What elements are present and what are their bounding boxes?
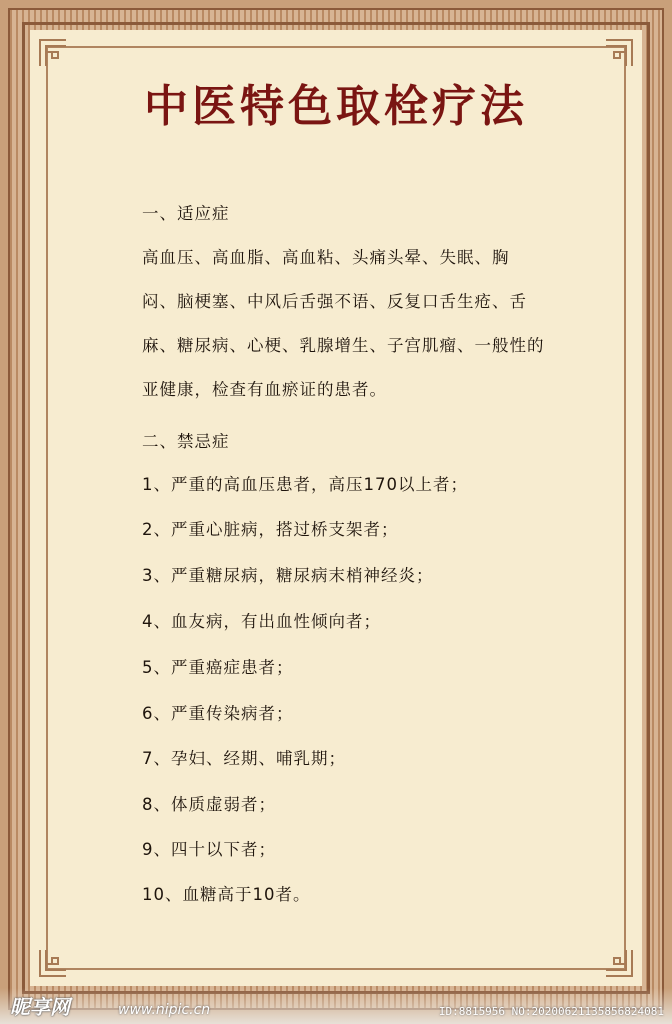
watermark-bar xyxy=(0,988,672,1024)
page-title: 中医特色取栓疗法 xyxy=(144,81,528,132)
contraindication-item: 7、孕妇、经期、哺乳期； xyxy=(142,749,346,768)
watermark-url: www.nipic.cn xyxy=(118,1002,211,1018)
corner-ornament-icon xyxy=(604,948,634,978)
indications-line: 高血压、高血脂、高血粘、头痛头晕、失眠、胸 xyxy=(142,248,510,267)
contraindication-item: 5、严重癌症患者； xyxy=(142,658,294,677)
contraindication-item: 2、严重心脏病，搭过桥支架者； xyxy=(142,520,399,539)
contraindication-item: 8、体质虚弱者； xyxy=(142,795,276,814)
contraindication-item: 3、严重糖尿病，糖尿病末梢神经炎； xyxy=(142,566,434,585)
indications-heading: 一、适应症 xyxy=(142,204,230,223)
contraindication-item: 4、血友病，有出血性倾向者； xyxy=(142,612,381,631)
indications-line: 麻、糖尿病、心梗、乳腺增生、子宫肌瘤、一般性的 xyxy=(142,336,545,355)
corner-ornament-icon xyxy=(38,948,68,978)
indications-line: 闷、脑梗塞、中风后舌强不语、反复口舌生疮、舌 xyxy=(142,292,527,311)
contraindications-heading: 二、禁忌症 xyxy=(142,432,230,451)
inner-border xyxy=(46,46,626,970)
contraindication-item: 6、严重传染病者； xyxy=(142,704,294,723)
contraindication-item: 10、血糖高于10者。 xyxy=(142,885,311,904)
indications-line: 亚健康，检查有血瘀证的患者。 xyxy=(142,380,387,399)
contraindication-item: 1、严重的高血压患者，高压170以上者； xyxy=(142,475,468,494)
corner-ornament-icon xyxy=(38,38,68,68)
corner-ornament-icon xyxy=(604,38,634,68)
paper xyxy=(30,30,642,986)
watermark-logo: 昵享网 xyxy=(10,995,70,1019)
watermark-id: ID:8815956 NO:20200621135856824081 xyxy=(438,1005,664,1018)
contraindication-item: 9、四十以下者； xyxy=(142,840,276,859)
